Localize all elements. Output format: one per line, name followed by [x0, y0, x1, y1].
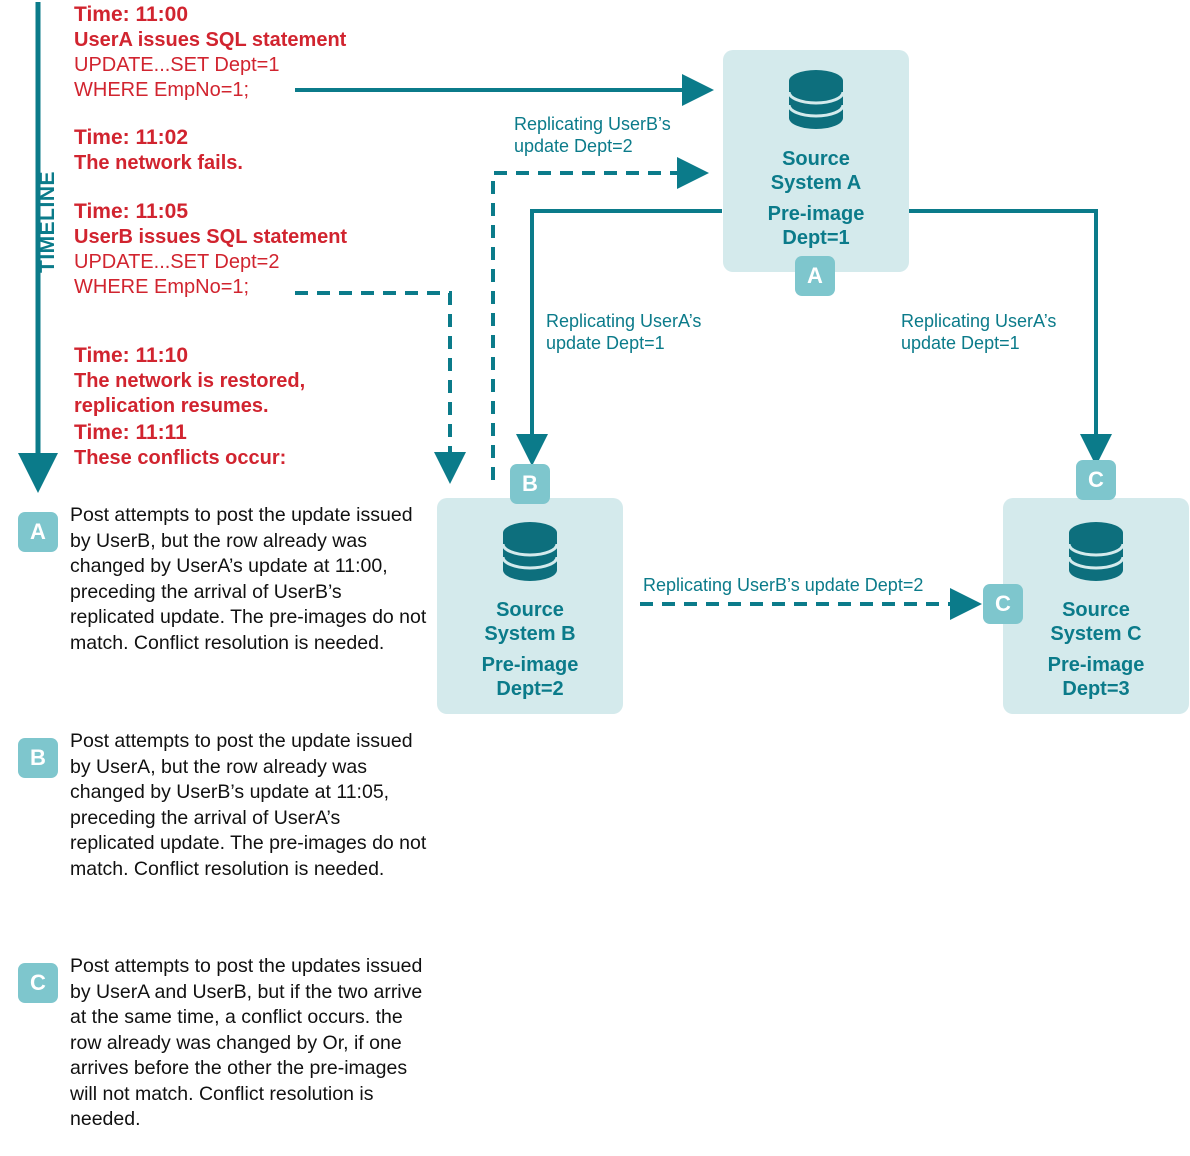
event-sql-line-1: UPDATE...SET Dept=1 — [74, 54, 280, 76]
timeline-event-1102 — [74, 125, 414, 176]
system-marker-c: C — [1076, 460, 1116, 500]
system-marker-b: B — [510, 464, 550, 504]
source-system-b-line2: System B — [484, 623, 576, 645]
note-marker-c: C — [18, 963, 58, 1003]
event-description-2: replication resumes. — [74, 395, 269, 417]
timeline-axis-label: TIMELINE — [36, 171, 59, 273]
edge-label-replicating-userb-to-c — [643, 574, 923, 596]
timeline-event-1100 — [74, 2, 414, 103]
event-sql-line-2: WHERE EmpNo=1; — [74, 79, 250, 101]
edge-label-line-1: Replicating UserA’s — [546, 311, 702, 331]
source-system-c-line2: System C — [1050, 623, 1142, 645]
edge-label-line-2: update Dept=2 — [514, 136, 633, 156]
source-system-b-line3: Pre-image — [481, 654, 579, 676]
edge-label-replicating-usera-to-b — [546, 310, 701, 354]
edge-label-replicating-usera-to-c — [901, 310, 1056, 354]
source-system-a-line3: Pre-image — [767, 203, 865, 225]
conflict-note-b-text: Post attempts to post the update issued by UserA, but the row already was changed by UserB’s update at 11:05, preceding the arrival of UserA’s replicated update. The pre-images do not match. Conflict resolution is needed. — [70, 730, 427, 880]
event-time: Time: 11:00 — [74, 3, 189, 26]
event-time: Time: 11:11 — [74, 421, 187, 444]
database-icon — [1065, 520, 1127, 590]
source-system-a-box[interactable] — [723, 50, 909, 272]
event-sql-line-2: WHERE EmpNo=1; — [74, 276, 250, 298]
system-marker-a: A — [795, 256, 835, 296]
event-description: UserB issues SQL statement — [74, 226, 348, 248]
conflict-note-b — [70, 729, 430, 882]
source-system-b-box[interactable] — [437, 498, 623, 714]
system-marker-c-inline: C — [983, 584, 1023, 624]
timeline-event-1110 — [74, 343, 414, 419]
edge-label-line-1: Replicating UserA’s — [901, 311, 1057, 331]
conflict-note-c — [70, 954, 430, 1133]
edge-label-line-1: Replicating UserB’s — [514, 114, 671, 134]
event-time: Time: 11:10 — [74, 344, 189, 367]
edge-label-replicating-userb-to-a — [514, 113, 671, 157]
source-system-c-line4: Dept=3 — [1062, 678, 1130, 700]
event-time: Time: 11:02 — [74, 126, 189, 149]
timeline-event-1105 — [74, 199, 414, 300]
database-icon — [499, 520, 561, 590]
conflict-note-a-text: Post attempts to post the update issued by UserB, but the row already was changed by UserA’s update at 11:00, preceding the arrival of UserB’s replicated update. The pre-images do not match. Conflict resolution is needed. — [70, 504, 427, 654]
source-system-b-line4: Dept=2 — [496, 678, 564, 700]
event-description: UserA issues SQL statement — [74, 29, 347, 51]
source-system-b-line1: Source — [496, 599, 564, 621]
event-time: Time: 11:05 — [74, 200, 189, 223]
timeline-event-1111 — [74, 420, 414, 471]
event-description: These conflicts occur: — [74, 447, 287, 469]
conflict-note-a — [70, 503, 430, 656]
note-marker-a: A — [18, 512, 58, 552]
conflict-note-c-text: Post attempts to post the updates issued by UserA and UserB, but if the two arrive at the same time, a conflict occurs. the row already was changed by Or, if one arrives before the other the pre-images will not match. Conflict resolution is needed. — [70, 955, 423, 1130]
source-system-a-line2: System A — [770, 172, 862, 194]
edge-label-line-2: update Dept=1 — [546, 333, 665, 353]
event-description: The network fails. — [74, 152, 243, 174]
event-sql-line-1: UPDATE...SET Dept=2 — [74, 251, 280, 273]
edge-label-line-2: update Dept=1 — [901, 333, 1020, 353]
source-system-c-line1: Source — [1062, 599, 1130, 621]
event-description: The network is restored, — [74, 370, 306, 392]
source-system-a-line4: Dept=1 — [782, 227, 850, 249]
database-icon — [785, 68, 847, 138]
edge-label-line-1: Replicating UserB’s update Dept=2 — [643, 575, 924, 595]
source-system-a-line1: Source — [782, 148, 850, 170]
note-marker-b: B — [18, 738, 58, 778]
source-system-c-box[interactable] — [1003, 498, 1189, 714]
source-system-c-line3: Pre-image — [1047, 654, 1145, 676]
